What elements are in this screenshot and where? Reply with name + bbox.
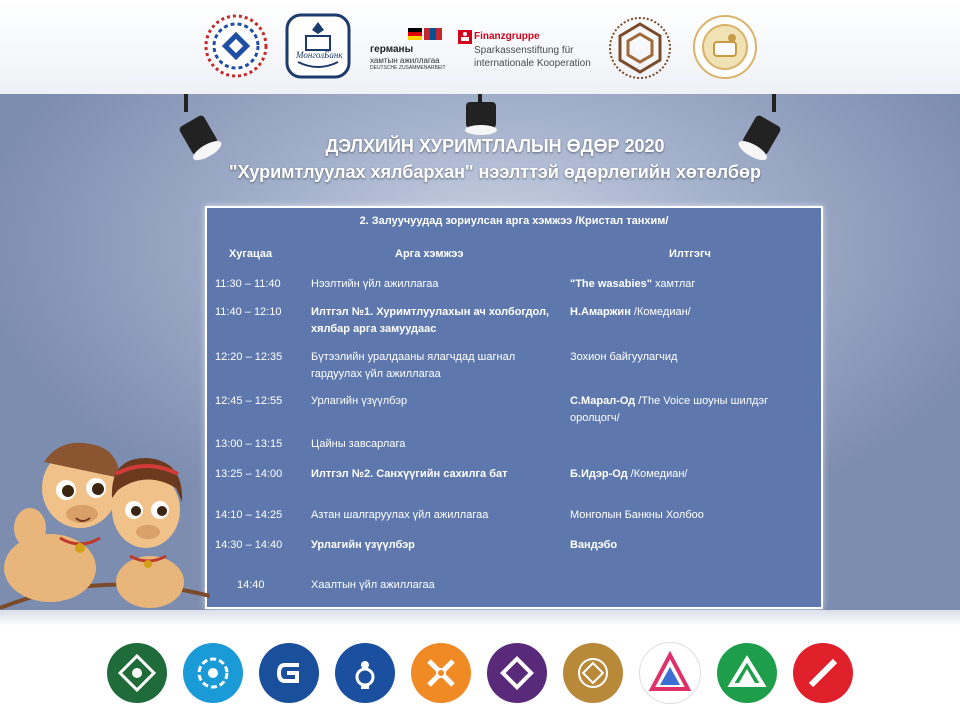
presenter-note: хамтлаг — [651, 278, 696, 290]
row-time: 13:00 – 13:15 — [215, 438, 283, 450]
row-activity: Хаалтын үйл ажиллагаа — [311, 579, 435, 591]
row-time: 13:25 – 14:00 — [215, 468, 283, 480]
presenter-note: Монголын Банкны Холбоо — [570, 509, 704, 521]
row-time: 11:40 – 12:10 — [215, 306, 282, 318]
row-activity: Цайны завсарлага — [311, 438, 406, 450]
spotlight-left-icon — [170, 94, 230, 169]
spotlight-right-icon — [730, 94, 790, 169]
presenter-note: /The Voice шоуны шилдэг оролцогч/ — [570, 395, 769, 424]
row-activity: Азтан шалгаруулах үйл ажиллагаа — [311, 509, 489, 521]
page-subtitle: "Хуримтлуулах хялбархан" нээлттэй өдөрлөгийн хөтөлбөр — [229, 162, 761, 182]
row-presenter — [570, 507, 810, 524]
column-header-presenter: Илтгэгч — [669, 248, 711, 260]
row-activity: Бүтээлийн уралдааны ялагчдад шагнал гардуулах үйл ажиллагаа — [311, 351, 516, 380]
row-presenter — [570, 304, 810, 321]
germany-text-3: DEUTSCHE ZUSAMMENARBEIT — [370, 65, 446, 71]
row-time: 14:30 – 14:40 — [215, 539, 283, 551]
bank-logo-1-icon — [107, 643, 167, 703]
row-presenter — [570, 349, 810, 366]
savings-day-logo — [692, 14, 758, 80]
presenter-note: /Комедиан/ — [627, 468, 688, 480]
bank-logo-7-icon — [563, 643, 623, 703]
mongolbank-logo — [284, 12, 352, 80]
presenter-name: Б.Идэр-Од — [570, 468, 628, 480]
column-header-activity: Арга хэмжээ — [395, 248, 464, 260]
bank-logo-3-icon — [259, 643, 319, 703]
presenter-name: "The wasabies" — [570, 278, 652, 290]
row-activity: Урлагийн үзүүлбэр — [311, 395, 408, 407]
germany-text-1: германы — [370, 44, 414, 55]
presenter-note: /Комедиан/ — [630, 306, 691, 318]
sparkasse-icon — [458, 30, 472, 44]
finanz-title: Finanzgruppe — [474, 31, 540, 42]
row-presenter — [570, 393, 810, 427]
row-presenter — [570, 466, 810, 483]
row-presenter — [570, 537, 810, 554]
row-time: 14:40 — [237, 579, 265, 591]
bank-logo-6-icon — [487, 643, 547, 703]
germany-text-2: хамтын ажиллагаа — [370, 56, 440, 65]
bank-logo-4-icon — [335, 643, 395, 703]
row-activity: Илтгэл №2. Санхүүгийн сахилга бат — [311, 468, 508, 480]
finanz-line2: internationale Kooperation — [474, 58, 591, 69]
knot-logo — [608, 16, 672, 80]
bank-logo-bar — [0, 626, 960, 720]
row-time: 12:20 – 12:35 — [215, 351, 283, 363]
row-activity: Илтгэл №1. Хуримтлуулахын ач холбогдол, хялбар арга замуудаас — [311, 306, 550, 335]
presenter-note: Зохион байгуулагчид — [570, 351, 678, 363]
schedule-panel — [205, 206, 823, 609]
bank-logo-2-icon — [183, 643, 243, 703]
bank-logo-5-icon — [411, 643, 471, 703]
presenter-name: Н.Амаржин — [570, 306, 631, 318]
bank-logo-10-icon — [793, 643, 853, 703]
column-header-time: Хугацаа — [229, 248, 273, 260]
mongolbank-text: МонголБанк — [296, 50, 343, 60]
frc-logo — [204, 14, 268, 78]
row-activity: Нээлтийн үйл ажиллагаа — [311, 278, 439, 290]
section-title: 2. Залуучуудад зориулсан арга хэмжээ /Кристал танхим/ — [359, 215, 669, 227]
row-time: 14:10 – 14:25 — [215, 509, 283, 521]
finanz-line1: Sparkassenstiftung für — [474, 45, 574, 56]
presenter-name: Вандэбо — [570, 539, 618, 551]
bank-logo-8-icon — [639, 642, 701, 704]
row-presenter — [570, 276, 810, 293]
page-title: ДЭЛХИЙН ХУРИМТЛАЛЫН ӨДӨР 2020 — [325, 136, 665, 156]
presenter-name: С.Марал-Од — [570, 395, 636, 407]
camel-mascots-illustration — [0, 418, 210, 623]
bank-logo-9-icon — [717, 643, 777, 703]
row-activity: Урлагийн үзүүлбэр — [311, 539, 415, 551]
row-time: 11:30 – 11:40 — [215, 278, 281, 290]
row-time: 12:45 – 12:55 — [215, 395, 283, 407]
